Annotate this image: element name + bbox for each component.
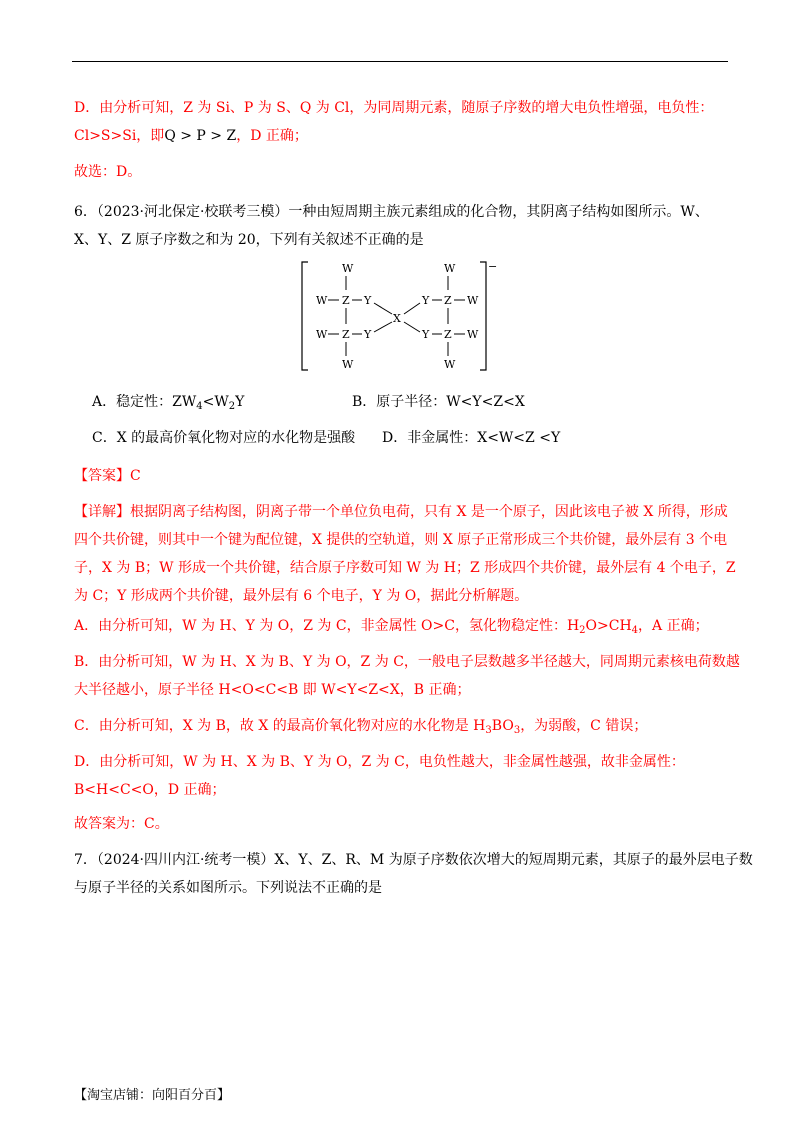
atom-y-lb: Y bbox=[364, 328, 372, 341]
atom-w-rt-right: W bbox=[467, 294, 479, 307]
q6-stem-line2: X、Y、Z 原子序数之和为 20，下列有关叙述不正确的是 bbox=[74, 232, 424, 248]
q6-detail: 【详解】根据阴离子结构图，阴离子带一个单位负电荷，只有 X 是一个原子，因此该电子被 X 所得，形成 四个共价键，则其中一个键为配位键，X 提供的空轨道，则 X 原子正常形成三个共价键，最外层有 3 个电 子，X 为 B；W 形成一个共价键，结合原子序数可知 W 为 H；Z 形成四个共价键，最外层有 4 个电子，Z 为 C；Y 形成两个共价键，最外层有 6 个电子，Y 为 O，据此分析解题。 bbox=[74, 504, 736, 604]
q6-analysis-a: A．由分析可知，W 为 H、Y 为 O，Z 为 C，非金属性 O>C，氢化物稳定性：$H_2O>CH_4$，A 正确； bbox=[74, 618, 709, 636]
right-bracket bbox=[480, 262, 486, 370]
atom-x-center: X bbox=[393, 312, 401, 325]
atom-z-lb: Z bbox=[342, 328, 350, 341]
prev-choice: 故选：D。 bbox=[74, 164, 142, 180]
q6-answer bbox=[74, 462, 734, 490]
footer-shop: 【淘宝店铺：向阳百分百】 bbox=[74, 1088, 231, 1103]
answer-tag: 【答案】 bbox=[74, 468, 130, 484]
prev-d-line2 bbox=[74, 122, 734, 150]
q6-option-d: D．非金属性：X<W<Z <Y bbox=[382, 430, 561, 446]
prev-d-math: Q > P > Z bbox=[164, 128, 237, 144]
atom-w-rb-bottom: W bbox=[444, 358, 456, 371]
q6-stem-line1: 6．（2023·河北保定·校联考三模）一种由短周期主族元素组成的化合物，其阴离子结构如图所示。W、 bbox=[74, 204, 709, 220]
answer-value: C bbox=[130, 468, 141, 484]
prev-d-text-b: ，D 正确； bbox=[236, 128, 308, 144]
atom-w-lt-left: W bbox=[316, 294, 328, 307]
left-bracket bbox=[302, 262, 308, 370]
q6-analysis-c: C．由分析可知，X 为 B，故 X 的最高价氧化物对应的水化物是 $H_3BO_3$，为弱酸，C 错误； bbox=[74, 718, 648, 736]
atom-y-lt: Y bbox=[364, 294, 372, 307]
q6-option-c: C．X 的最高价氧化物对应的水化物是强酸 bbox=[92, 430, 356, 446]
atom-y-rb: Y bbox=[422, 328, 430, 341]
q6-analysis-b: B．由分析可知，W 为 H、X 为 B、Y 为 O，Z 为 C，一般电子层数越多半径越大，同周期元素核电荷数越 大半径越小，原子半径 H<O<C<B 即 W<Y<Z<X，B 正确； bbox=[74, 654, 740, 698]
charge-label: − bbox=[488, 260, 498, 273]
detail-tag: 【详解】 bbox=[74, 504, 130, 520]
q6-option-a: A．稳定性：$ZW_4<W_2Y$ bbox=[92, 394, 245, 412]
atom-w-lb-bottom: W bbox=[342, 358, 354, 371]
q6-stem bbox=[74, 198, 734, 254]
header-rule bbox=[72, 61, 728, 62]
atom-w-rb-right: W bbox=[467, 328, 479, 341]
atom-w-lb-left: W bbox=[316, 328, 328, 341]
q7-stem: 7．（2024·四川内江·统考一模）X、Y、Z、R、M 为原子序数依次增大的短周期元素，其原子的最外层电子数 与原子半径的关系如图所示。下列说法不正确的是 bbox=[74, 852, 753, 896]
prev-d-line1: D．由分析可知，Z 为 Si、P 为 S、Q 为 Cl，为同周期元素，随原子序数的增大电负性增强，电负性： bbox=[74, 100, 714, 116]
prev-d-text-a: Cl>S>Si，即 bbox=[74, 128, 165, 144]
atom-z-lt: Z bbox=[342, 294, 350, 307]
atom-z-rb: Z bbox=[444, 328, 452, 341]
atom-w-rt-top: W bbox=[444, 262, 456, 275]
atom-y-rt: Y bbox=[422, 294, 430, 307]
prev-option-d bbox=[74, 94, 734, 150]
atom-z-rt: Z bbox=[444, 294, 452, 307]
q6-option-b: B．原子半径：W<Y<Z<X bbox=[352, 394, 525, 410]
q6-conclusion: 故答案为：C。 bbox=[74, 816, 169, 832]
q6-analysis-d: D．由分析可知，W 为 H、X 为 B、Y 为 O，Z 为 C，电负性越大，非金属性越强，故非金属性： B<H<C<O，D 正确； bbox=[74, 754, 685, 798]
atom-w-lt-top: W bbox=[342, 262, 354, 275]
anion-structure-diagram bbox=[296, 258, 526, 376]
